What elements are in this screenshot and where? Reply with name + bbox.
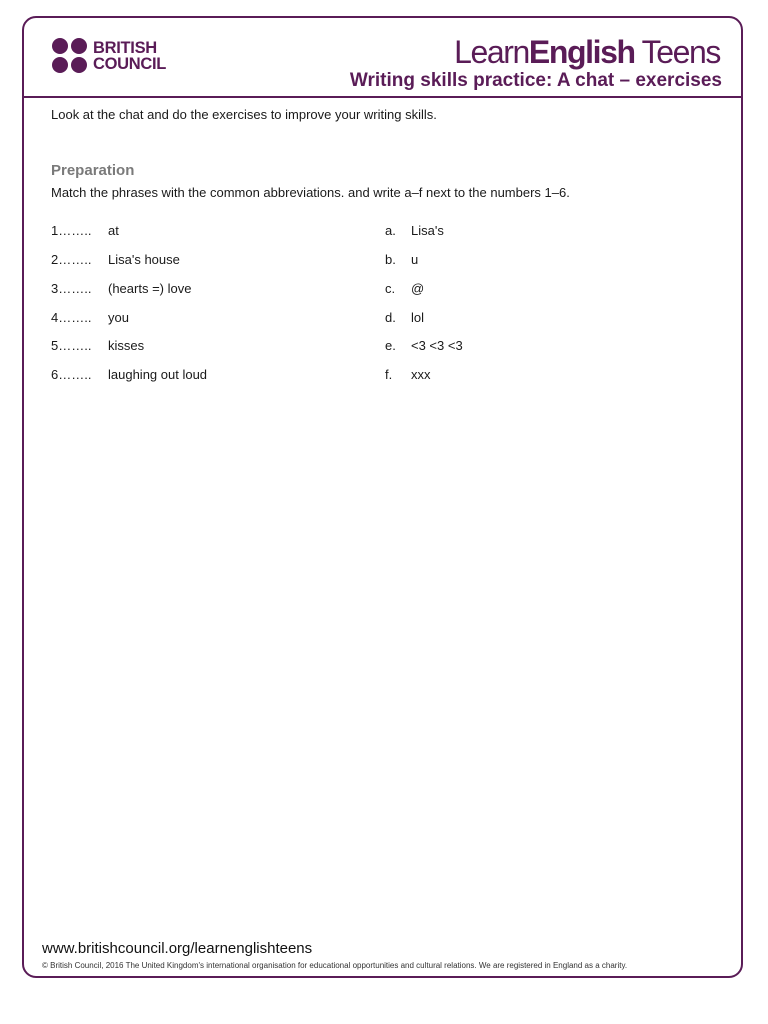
option-letter: a.: [385, 223, 396, 238]
footer-website-link[interactable]: www.britishcouncil.org/learnenglishteens: [42, 940, 313, 957]
footer-copyright: © British Council, 2016 The United Kingdom's international organisation for educational opportunities and cultural relations. We are registered in England as a charity.: [42, 961, 628, 970]
option-abbreviation: u: [411, 252, 419, 267]
item-phrase: at: [108, 223, 119, 238]
item-phrase: laughing out loud: [108, 367, 208, 382]
option-abbreviation: <3 <3 <3: [411, 338, 463, 353]
preparation-instruction: Match the phrases with the common abbreviations. and write a–f next to the numbers 1–6.: [51, 185, 570, 200]
logo-line-2: COUNCIL: [93, 54, 167, 73]
option-abbreviation: @: [411, 281, 425, 296]
header-divider: [22, 96, 743, 98]
british-council-logo: [52, 38, 166, 73]
preparation-heading: Preparation: [51, 162, 135, 179]
item-phrase: Lisa's house: [108, 252, 180, 267]
brand-english: English: [528, 34, 635, 70]
logo-text: [93, 40, 166, 72]
item-number: 6……..: [51, 367, 92, 382]
logo-dots-icon: [52, 38, 87, 73]
brand-teens: Teens: [634, 34, 720, 70]
option-letter: c.: [385, 281, 396, 296]
option-abbreviation: Lisa's: [411, 223, 444, 238]
item-number: 3……..: [51, 281, 92, 296]
item-number: 1……..: [51, 223, 92, 238]
learnenglish-teens-brand: [454, 34, 720, 70]
option-letter: e.: [385, 338, 396, 353]
item-number: 2……..: [51, 252, 92, 267]
option-letter: f.: [385, 367, 393, 382]
document-title: Writing skills practice: A chat – exercises: [349, 70, 722, 91]
intro-text: Look at the chat and do the exercises to improve your writing skills.: [51, 107, 437, 122]
option-letter: b.: [385, 252, 396, 267]
page-frame: [22, 16, 743, 978]
item-phrase: (hearts =) love: [108, 281, 192, 296]
item-number: 5……..: [51, 338, 92, 353]
logo-line-1: BRITISH: [93, 38, 157, 57]
item-phrase: kisses: [108, 338, 145, 353]
option-letter: d.: [385, 310, 396, 325]
item-number: 4……..: [51, 310, 92, 325]
option-abbreviation: lol: [411, 310, 425, 325]
option-abbreviation: xxx: [411, 367, 431, 382]
brand-learn: Learn: [454, 34, 529, 70]
item-phrase: you: [108, 310, 129, 325]
